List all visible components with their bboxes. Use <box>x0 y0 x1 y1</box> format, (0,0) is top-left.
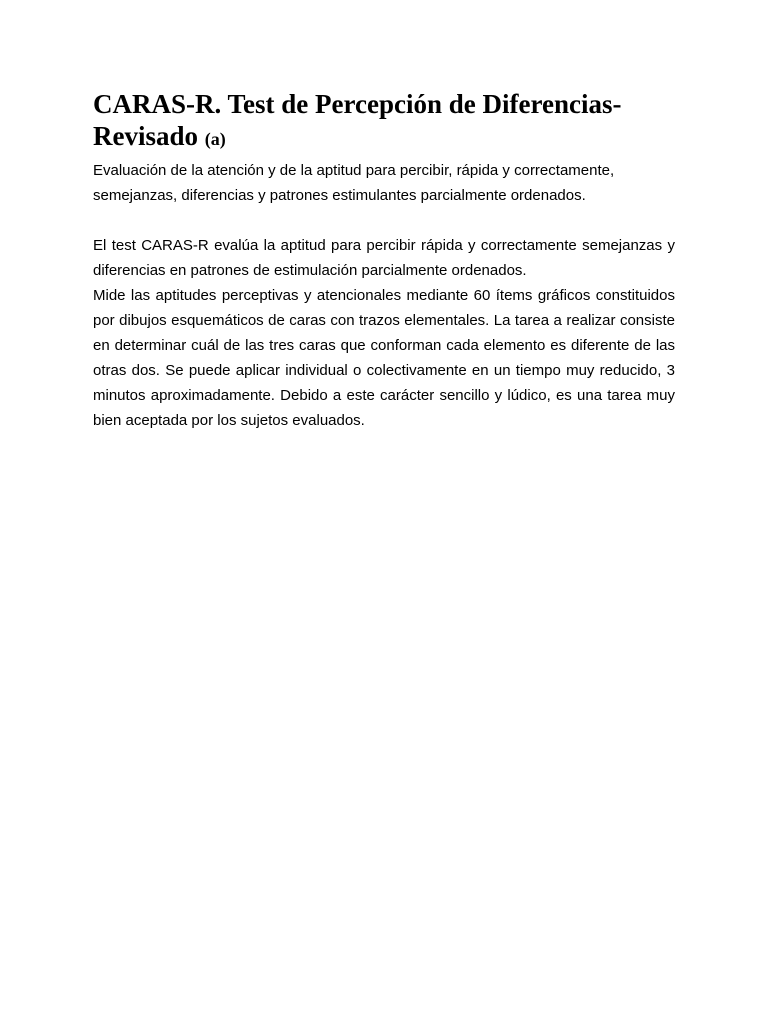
document-title-text: CARAS-R. Test de Percepción de Diferencias-Revisado <box>93 89 622 151</box>
document-title <box>93 88 675 155</box>
document-title-suffix: (a) <box>204 129 226 149</box>
paragraph-2: Mide las aptitudes perceptivas y atencionales mediante 60 ítems gráficos constituidos por dibujos esquemáticos de caras con trazos elementales. La tarea a realizar consiste en determinar cuál de las tres caras que conforman cada elemento es diferente de las otras dos. Se puede aplicar individual o colectivamente en un tiempo muy reducido, 3 minutos aproximadamente. Debido a este carácter sencillo y lúdico, es una tarea muy bien aceptada por los sujetos evaluados. <box>93 287 675 429</box>
document-subtitle: Evaluación de la atención y de la aptitud para percibir, rápida y correctamente, semejanzas, diferencias y patrones estimulantes parcialmente ordenados. <box>93 162 615 204</box>
document-content <box>93 88 675 433</box>
paragraph-1: El test CARAS-R evalúa la aptitud para percibir rápida y correctamente semejanzas y diferencias en patrones de estimulación parcialmente ordenados. <box>93 237 675 279</box>
